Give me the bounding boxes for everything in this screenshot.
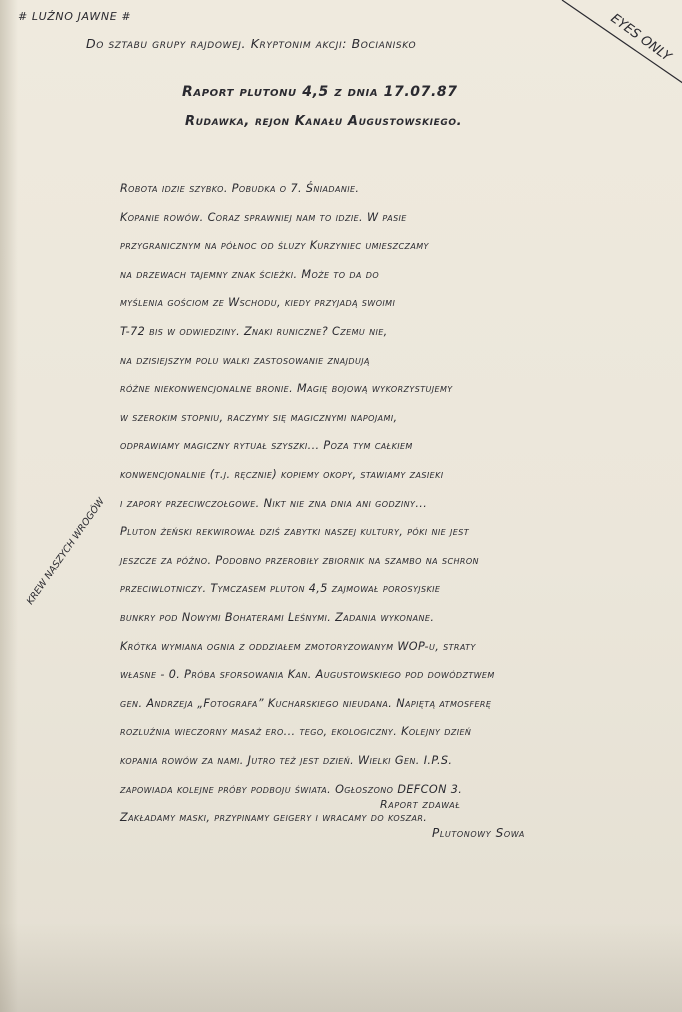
report-body-line: na dzisiejszym polu walki zastosowanie znajdują	[120, 353, 370, 367]
report-body-line: gen. Andrzeja „Fotografa” Kucharskiego nieudana. Napiętą atmosferę	[120, 696, 492, 710]
report-body-line: jeszcze za późno. Podobno przerobiły zbiornik na szambo na schron	[120, 553, 479, 567]
report-body-line: T-72 bis w odwiedziny. Znaki runiczne? Czemu nie,	[120, 325, 388, 338]
report-location: Rudawka, rejon Kanału Augustowskiego.	[185, 114, 463, 129]
margin-note: KREW NASZYCH WROGÓW	[24, 496, 107, 607]
report-body-line: Robota idzie szybko. Pobudka o 7. Śniadanie.	[120, 182, 360, 195]
report-body-line: rozluźnia wieczorny masaż ero... tego, ekologiczny. Kolejny dzień	[120, 725, 472, 739]
report-body-line: odprawiamy magiczny rytuał szyszki... Poza tym całkiem	[120, 439, 413, 453]
report-body-line: przygranicznym na północ od śluzy Kurzyniec umieszczamy	[120, 239, 429, 253]
report-body-line: na drzewach tajemny znak ścieżki. Może to da do	[120, 267, 380, 281]
report-body-line: i zapory przeciwczołgowe. Nikt nie zna dnia ani godziny...	[120, 496, 428, 510]
report-body-line: myślenia gościom ze Wschodu, kiedy przyjadą swoimi	[120, 296, 396, 310]
signature-label: Raport zdawał	[380, 798, 461, 811]
report-title: Raport plutonu 4,5 z dnia 17.07.87	[182, 84, 458, 100]
report-body-line: kopania rowów za nami. Jutro też jest dzień. Wielki Gen. I.P.S.	[120, 754, 453, 767]
report-body-line: Krótka wymiana ognia z oddziałem zmotoryzowanym WOP-u, straty	[120, 639, 476, 653]
addressee-line: Do sztabu grupy rajdowej. Kryptonim akcji: Bocianisko	[86, 36, 417, 51]
signature-name: Plutonowy Sowa	[432, 826, 525, 840]
report-body-line: różne niekonwencjonalne bronie. Magię bojową wykorzystujemy	[120, 382, 453, 396]
report-body-line: przeciwlotniczy. Tymczasem pluton 4,5 zajmował porosyjskie	[120, 582, 441, 596]
report-body-line: Zakładamy maski, przypinamy geigery i wracamy do koszar.	[120, 811, 428, 825]
report-body-line: w szerokim stopniu, raczymy się magicznymi napojami,	[120, 410, 398, 424]
report-body-line: konwencjonalnie (t.j. ręcznie) kopiemy okopy, stawiamy zasieki	[120, 468, 444, 481]
report-body-line: bunkry pod Nowymi Bohaterami Leśnymi. Zadania wykonane.	[120, 611, 435, 624]
page-shadow	[0, 922, 682, 1012]
report-body-line: Pluton żeński rekwirował dziś zabytki naszej kultury, póki nie jest	[120, 525, 470, 539]
classification-note: # LUŹNO JAWNE #	[18, 10, 132, 23]
report-body-line: Kopanie rowów. Coraz sprawniej nam to idzie. W pasie	[120, 210, 407, 224]
report-body-line: własne - 0. Próba sforsowania Kan. Augustowskiego pod dowództwem	[120, 668, 495, 682]
report-body-line: zapowiada kolejne próby podboju świata. Ogłoszono DEFCON 3.	[120, 782, 463, 796]
eyes-only-stamp	[552, 0, 682, 110]
eyes-only-text: EYES ONLY	[607, 11, 674, 65]
